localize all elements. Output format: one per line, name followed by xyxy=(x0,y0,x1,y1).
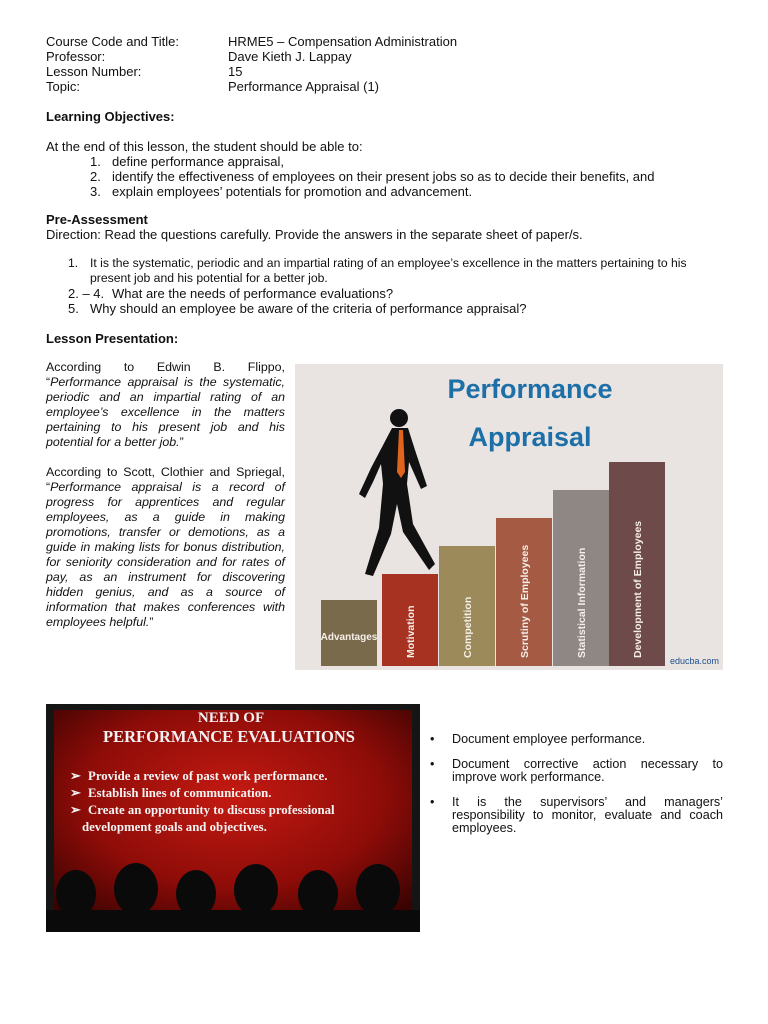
bullet-text: It is the supervisors’ and managers’ responsibility to monitor, evaluate and coach employees. xyxy=(452,795,723,835)
list-item xyxy=(46,169,654,184)
header-value: 15 xyxy=(228,64,243,79)
item-text: identify the effectiveness of employees on their present jobs so as to decide their benefits, and xyxy=(112,169,655,184)
need-point-line2: development goals and objectives. xyxy=(82,820,267,834)
item-text: explain employees’ potentials for promotion and advancement. xyxy=(112,184,473,199)
figure-title-line2: Appraisal xyxy=(468,422,592,452)
quote-lead: According to Edwin B. Flippo, “ xyxy=(46,360,285,389)
header-row-course xyxy=(46,34,724,49)
header-label: Topic: xyxy=(46,79,80,94)
needs-bullet-list xyxy=(430,733,723,847)
step-label: Advantages xyxy=(320,632,378,643)
arrow-icon: ➢ xyxy=(70,786,81,800)
list-item xyxy=(430,733,723,746)
header-value: HRME5 – Compensation Administration xyxy=(228,34,458,49)
header-row-topic xyxy=(46,79,724,94)
header-row-lesson-number xyxy=(46,64,724,79)
pre-assessment-direction: Direction: Read the questions carefully. Provide the answers in the separate sheet of paper/s. xyxy=(46,227,583,242)
flippo-definition xyxy=(46,360,285,450)
performance-appraisal-figure xyxy=(295,364,723,670)
item-text: It is the systematic, periodic and an impartial rating of an employee’s excellence in the matters pertaining to his present job and his potential for a better job. xyxy=(90,256,687,285)
objectives-list xyxy=(46,154,654,199)
list-item xyxy=(46,301,724,316)
arrow-icon: ➢ xyxy=(70,803,81,817)
item-number: 1. xyxy=(68,256,79,270)
quote-body: Performance appraisal is a record of progress for apprentices and regular employees, as a guide in making promotions, transfer or demotions, as a guide in making lists for bonus distribution, for seniority consideration and for rates of pay, as an instrument for discovering hidden genius, and as a source of information that makes conferences with employees helpful. xyxy=(46,480,285,629)
definitions-column xyxy=(46,360,285,645)
item-number: 3. xyxy=(90,184,101,199)
quote-end: ” xyxy=(149,615,154,629)
list-item xyxy=(46,256,724,286)
bullet-icon: • xyxy=(430,757,435,771)
header-label: Course Code and Title: xyxy=(46,34,179,49)
header-label: Professor: xyxy=(46,49,106,64)
need-point: Establish lines of communication. xyxy=(88,786,272,800)
quote-lead: According to Scott, Clothier and Spriegal, “ xyxy=(46,465,285,494)
step-label: Statistical Information xyxy=(576,547,588,658)
header-value: Performance Appraisal (1) xyxy=(228,79,380,94)
item-text: Why should an employee be aware of the criteria of performance appraisal? xyxy=(90,301,527,316)
bullet-text: Document corrective action necessary to improve work performance. xyxy=(452,757,723,784)
step-label: Scrutiny of Employees xyxy=(519,544,531,658)
objectives-heading: Learning Objectives: xyxy=(46,109,175,124)
header-value: Dave Kieth J. Lappay xyxy=(228,49,352,64)
quote-body: Performance appraisal is the systematic, periodic and an impartial rating of an employee’s excellence in the matters pertaining to his present job and his potential for a better job. xyxy=(46,375,285,449)
bullet-icon: • xyxy=(430,732,435,746)
item-number: 5. xyxy=(68,301,79,316)
course-header xyxy=(46,34,724,96)
list-item xyxy=(46,286,724,301)
list-item xyxy=(430,758,723,784)
figure-title-line1: Performance xyxy=(447,374,613,404)
need-point-line1: Create an opportunity to discuss professional xyxy=(88,803,335,817)
figure-credit: educba.com xyxy=(669,656,719,666)
list-item xyxy=(46,184,654,199)
pre-assessment-heading: Pre-Assessment xyxy=(46,212,148,227)
step-label: Motivation xyxy=(405,605,417,658)
item-number: 2. – 4. xyxy=(68,286,105,301)
header-label: Lesson Number: xyxy=(46,64,142,79)
arrow-icon: ➢ xyxy=(70,769,81,783)
list-item xyxy=(430,796,723,835)
item-text: define performance appraisal, xyxy=(112,154,284,169)
item-number: 2. xyxy=(90,169,101,184)
figure-title-line2: PERFORMANCE EVALUATIONS xyxy=(103,727,355,746)
pre-assessment-list xyxy=(46,256,724,316)
list-item xyxy=(46,154,654,169)
header-row-professor xyxy=(46,49,724,64)
figure-title-line1: NEED OF xyxy=(197,710,265,726)
need-of-evaluations-figure xyxy=(46,704,420,932)
bullet-icon: • xyxy=(430,795,435,809)
item-text: What are the needs of performance evaluations? xyxy=(112,286,394,301)
need-point: Provide a review of past work performance. xyxy=(88,769,328,783)
bullet-text: Document employee performance. xyxy=(452,732,646,746)
step-label: Development of Employees xyxy=(632,520,644,658)
quote-end: ” xyxy=(179,435,184,449)
scott-definition xyxy=(46,465,285,630)
item-number: 1. xyxy=(90,154,101,169)
lesson-heading: Lesson Presentation: xyxy=(46,331,179,346)
step-label: Competition xyxy=(462,596,474,658)
objectives-intro: At the end of this lesson, the student should be able to: xyxy=(46,139,363,154)
